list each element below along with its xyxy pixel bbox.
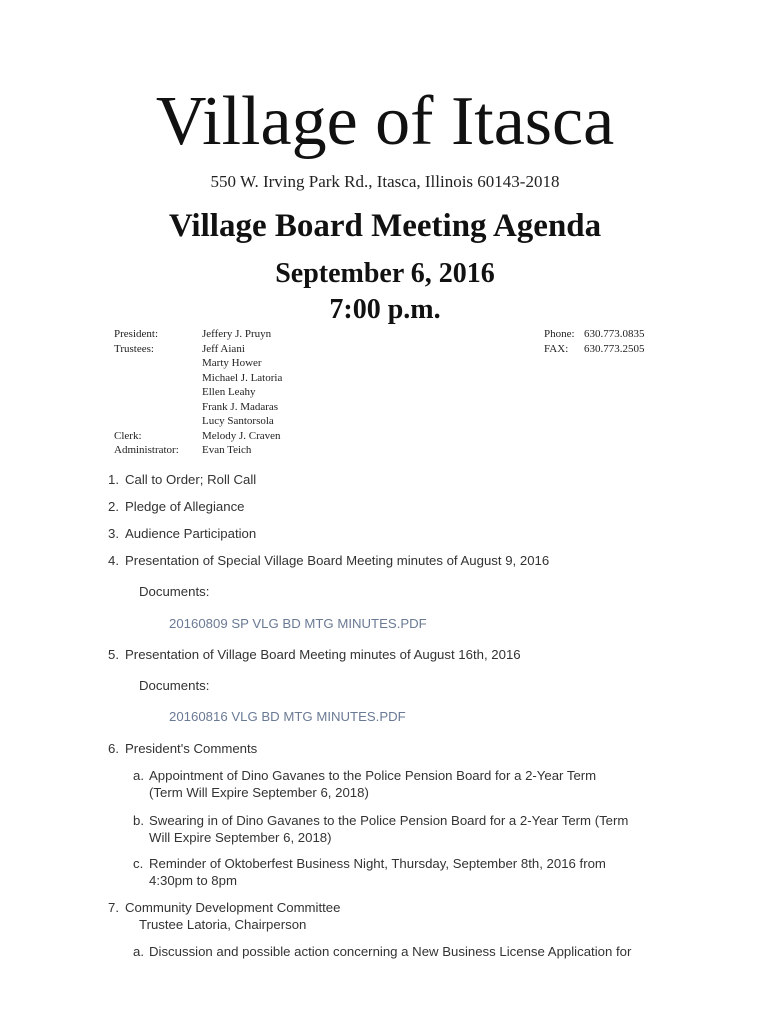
agenda-item bbox=[108, 741, 257, 756]
item-number: 1. bbox=[108, 472, 119, 487]
agenda-item bbox=[108, 499, 245, 514]
item-number: 7. bbox=[108, 900, 119, 915]
item-text: Pledge of Allegiance bbox=[125, 499, 245, 514]
official-row bbox=[114, 356, 282, 371]
item-text: Audience Participation bbox=[125, 526, 257, 541]
sub-item-letter: c. bbox=[133, 856, 144, 871]
phone-label: Phone: bbox=[544, 328, 575, 340]
phone-number: 630.773.0835 bbox=[584, 328, 645, 340]
sub-item-text-cont: Will Expire September 6, 2018) bbox=[149, 830, 332, 845]
sub-item-text: Reminder of Oktoberfest Business Night, Thursday, September 8th, 2016 from bbox=[149, 856, 606, 871]
official-name: Frank J. Madaras bbox=[202, 400, 279, 413]
item-number: 2. bbox=[108, 499, 119, 514]
agenda-item bbox=[108, 647, 521, 662]
agenda-item bbox=[108, 900, 340, 915]
official-name: Melody J. Craven bbox=[202, 429, 281, 442]
documents-label: Documents: bbox=[139, 584, 210, 599]
official-row bbox=[114, 327, 282, 342]
sub-item-text: Appointment of Dino Gavanes to the Police Pension Board for a 2-Year Term bbox=[149, 768, 597, 783]
agenda-item bbox=[108, 472, 256, 487]
agenda-title: Village Board Meeting Agenda bbox=[168, 208, 602, 244]
official-name: Michael J. Latoria bbox=[202, 371, 283, 384]
documents-label: Documents: bbox=[139, 678, 210, 693]
sub-item-text: Discussion and possible action concerning a New Business License Application for bbox=[149, 944, 632, 959]
sub-item-text-cont: (Term Will Expire September 6, 2018) bbox=[149, 785, 369, 800]
agenda-item bbox=[108, 526, 256, 541]
village-title: Village of Itasca bbox=[155, 83, 615, 160]
official-row bbox=[114, 414, 282, 429]
document-link[interactable]: 20160816 VLG BD MTG MINUTES.PDF bbox=[169, 709, 406, 724]
official-role bbox=[114, 356, 202, 371]
officials-list bbox=[114, 327, 282, 458]
sub-item-text-cont: 4:30pm to 8pm bbox=[149, 873, 237, 888]
item-text: Presentation of Special Village Board Meeting minutes of August 9, 2016 bbox=[125, 553, 550, 568]
official-row bbox=[114, 443, 282, 458]
official-role: Administrator: bbox=[114, 444, 179, 456]
official-row bbox=[114, 385, 282, 400]
item-text: Presentation of Village Board Meeting minutes of August 16th, 2016 bbox=[125, 647, 521, 662]
sub-item-letter: b. bbox=[133, 813, 144, 828]
official-role: Trustees: bbox=[114, 342, 154, 355]
official-name: Evan Teich bbox=[202, 444, 252, 456]
official-row bbox=[114, 371, 282, 386]
official-name: Marty Hower bbox=[202, 357, 262, 369]
phone-row bbox=[544, 327, 645, 342]
official-row bbox=[114, 429, 282, 444]
official-row bbox=[114, 400, 282, 415]
official-role bbox=[114, 371, 202, 386]
item-number: 6. bbox=[108, 741, 119, 756]
village-address: 550 W. Irving Park Rd., Itasca, Illinois 60143-2018 bbox=[210, 172, 560, 191]
sub-item-letter: a. bbox=[133, 768, 144, 783]
item-number: 5. bbox=[108, 647, 119, 662]
official-role bbox=[114, 400, 202, 415]
official-role: President: bbox=[114, 328, 158, 340]
committee-chair: Trustee Latoria, Chairperson bbox=[139, 917, 307, 932]
official-row bbox=[114, 342, 282, 357]
official-role bbox=[114, 385, 202, 400]
fax-label: FAX: bbox=[544, 342, 569, 355]
meeting-date: September 6, 2016 bbox=[275, 258, 495, 289]
agenda-item bbox=[108, 553, 549, 568]
contact-info bbox=[544, 327, 645, 356]
meeting-time: 7:00 p.m. bbox=[329, 294, 441, 325]
item-number: 3. bbox=[108, 526, 119, 541]
sub-item-letter: a. bbox=[133, 944, 144, 959]
official-name: Jeffery J. Pruyn bbox=[202, 328, 272, 340]
sub-item-text: Swearing in of Dino Gavanes to the Police Pension Board for a 2-Year Term (Term bbox=[149, 813, 629, 828]
fax-number: 630.773.2505 bbox=[584, 342, 645, 355]
official-name: Lucy Santorsola bbox=[202, 415, 274, 427]
fax-row bbox=[544, 342, 645, 357]
official-name: Jeff Aiani bbox=[202, 342, 245, 355]
document-link[interactable]: 20160809 SP VLG BD MTG MINUTES.PDF bbox=[169, 616, 427, 631]
item-text: Call to Order; Roll Call bbox=[125, 472, 257, 487]
item-number: 4. bbox=[108, 553, 119, 568]
official-role: Clerk: bbox=[114, 429, 142, 442]
official-name: Ellen Leahy bbox=[202, 386, 256, 398]
item-text: Community Development Committee bbox=[125, 900, 341, 915]
official-role bbox=[114, 414, 202, 429]
item-text: President's Comments bbox=[125, 741, 258, 756]
